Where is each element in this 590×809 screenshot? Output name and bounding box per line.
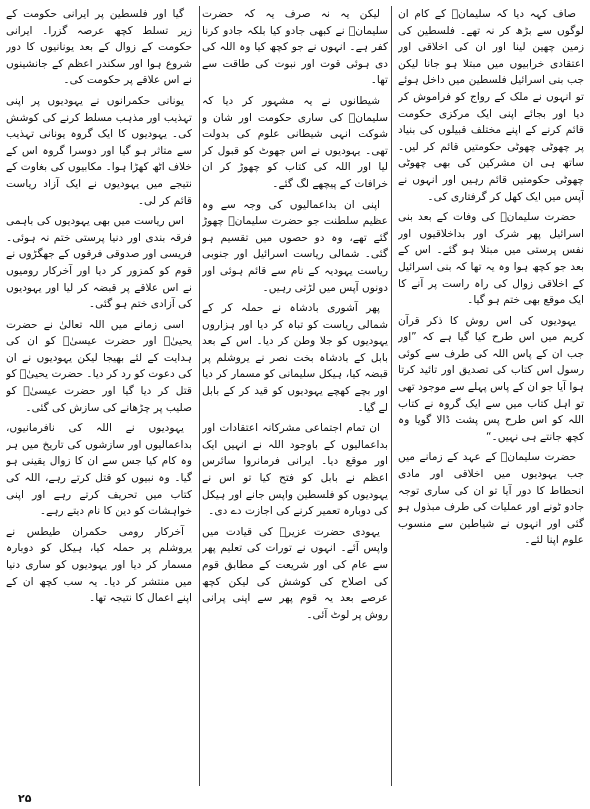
paragraph: یہودی حضرت عزیرؑ کی قیادت میں واپس آئے۔ انہوں نے تورات کی تعلیم پھر سے عام کی اور شریعت کے مطابق قوم کی اصلاح کی کوشش کی لیکن کچھ عرصے بعد یہ قوم پھر سے اپنی پرانی روش پر لوٹ آئی۔ (202, 525, 388, 621)
paragraph: اس ریاست میں بھی یہودیوں کی باہمی فرقہ بندی اور دنیا پرستی ختم نہ ہوئی۔ فریسی اور صدوقی فرقوں کے جھگڑوں نے قوم کو کمزور کر دیا اور آخرکار رومیوں نے اس علاقے پر قبضہ کر لیا اور یہودیوں کی آزادی ختم ہو گئی۔ (6, 215, 192, 311)
paragraph: حضرت سلیمانؑ کی وفات کے بعد بنی اسرائیل پھر شرک اور بداخلاقیوں اور نفس پرستی میں مبتلا ہو گئے۔ اس کے بعد جو کچھ ہوا وہ یہ تھا کہ بنی اسرائیل کے اخلاقی زوال کی راہ راست پر آنے کا ایک موقع بھی ختم ہو گیا۔ (398, 211, 584, 307)
paragraph: یہودیوں نے اللہ کی نافرمانیوں، بداعمالیوں اور سازشوں کی تاریخ میں ہر وہ کام کیا جس سے ان کا زوال یقینی ہو گیا۔ وہ نبیوں کو قتل کرتے رہے، اللہ کی کتاب میں تحریف کرتے رہے اور اپنی خواہشات کو دین کا نام دیتے رہے۔ (6, 422, 192, 518)
column-left (6, 6, 192, 786)
paragraph: یونانی حکمرانوں نے یہودیوں پر اپنی تہذیب اور مذہب مسلط کرنے کی کوشش کی۔ یہودیوں کا ایک گروہ یونانی تہذیب سے متاثر ہو گیا اور دوسرا گروہ اس کے خلاف اٹھ کھڑا ہوا۔ مکابیوں کی بغاوت کے نتیجے میں یہودیوں نے ایک آزاد ریاست قائم کر لی۔ (6, 94, 192, 207)
paragraph: اپنی ان بداعمالیوں کی وجہ سے وہ عظیم سلطنت جو حضرت سلیمانؑ چھوڑ گئے تھے، وہ دو حصوں میں تقسیم ہو گئی۔ شمالی ریاست اسرائیل اور جنوبی ریاست یہودیہ کے نام سے قائم ہوئی اور دونوں آپس میں لڑتی رہیں۔ (202, 198, 388, 294)
page-number: ۲۵ (18, 792, 32, 805)
paragraph: اسی زمانے میں اللہ تعالیٰ نے حضرت یحییٰؑ اور حضرت عیسیٰؑ کو ان کی ہدایت کے لئے بھیجا لیکن یہودیوں نے ان کی دعوت کو رد کر دیا۔ حضرت یحییٰؑ کو قتل کر دیا گیا اور حضرت عیسیٰؑ کو صلیب پر چڑھانے کی سازش کی گئی۔ (6, 318, 192, 414)
column-middle (202, 6, 388, 786)
text-columns (6, 6, 584, 786)
paragraph: گیا اور فلسطین پر ایرانی حکومت کے زیر تسلط کچھ عرصہ گزرا۔ ایرانی حکومت کے زوال کے بعد یونانیوں کا دور شروع ہوا اور سکندر اعظم کے جانشینوں نے اس علاقے پر حکومت کی۔ (6, 8, 192, 87)
paragraph: صاف کہہ دیا کہ سلیمانؑ کے کام ان لوگوں سے بڑھ کر نہ تھے۔ فلسطین کی زمین چھین لینا اور ان کی اخلاقی اور اعتقادی خرابیوں میں مبتلا ہو جانا لیکن جب بنی اسرائیل فلسطین میں داخل ہوئے تو انہوں نے ملک کے رواج کو فراموش کر دیا اور بجائے اپنی ایک مرکزی حکومت قائم کرنے کے اپنے مختلف قبیلوں کی بنیاد پر چھوٹی چھوٹی حکومتیں قائم کر لیں۔ ساتھ ہی ان مشرکین کی بھی چھوٹی چھوٹی حکومتیں قائم رہیں اور انہوں نے آپس میں ایک کھل کر گرفتاری کی۔ (398, 8, 584, 203)
paragraph: شیطانوں نے یہ مشہور کر دیا کہ سلیمانؑ کی ساری حکومت اور شان و شوکت انہی شیطانی علوم کی بدولت تھی۔ یہودیوں نے اس جھوٹ کو قبول کر لیا اور اللہ کی کتاب کو چھوڑ کر ان خرافات کے پیچھے لگ گئے۔ (202, 94, 388, 190)
paragraph: ان تمام اجتماعی مشرکانہ اعتقادات اور بداعمالیوں کے باوجود اللہ نے انہیں ایک اور موقع دیا۔ ایرانی فرمانروا سائرس اعظم نے بابل کو فتح کیا تو اس نے یہودیوں کو فلسطین واپس جانے اور ہیکل کی دوبارہ تعمیر کرنے کی اجازت دے دی۔ (202, 422, 388, 518)
column-right (398, 6, 584, 786)
column-divider (199, 6, 200, 786)
column-divider (391, 6, 392, 786)
paragraph: لیکن یہ نہ صرف یہ کہ حضرت سلیمانؑ نے کبھی جادو کیا بلکہ جادو کرنا کفر ہے۔ انہوں نے جو کچھ کیا وہ اللہ کی دی ہوئی قوت اور نبوت کی طاقت سے تھا۔ (202, 8, 388, 87)
paragraph: یہودیوں کی اس روش کا ذکر قرآن کریم میں اس طرح کیا گیا ہے کہ ”اور جب ان کے پاس اللہ کی طرف سے کوئی رسول اس کتاب کی تصدیق اور تائید کرتا ہوا آیا جو ان کے پاس پہلے سے موجود تھی تو اہل کتاب میں سے ایک گروہ نے کتاب اللہ کو اس طرح پس پشت ڈالا گویا وہ کچھ جانتے ہی نہیں۔“ (398, 314, 584, 443)
paragraph: آخرکار رومی حکمران طیطس نے یروشلم پر حملہ کیا، ہیکل کو دوبارہ مسمار کر دیا اور یہودیوں کو ساری دنیا میں منتشر کر دیا۔ یہ سب کچھ ان کے اپنے اعمال کا نتیجہ تھا۔ (6, 525, 192, 605)
paragraph: پھر آشوری بادشاہ نے حملہ کر کے شمالی ریاست کو تباہ کر دیا اور ہزاروں یہودیوں کو جلا وطن کر دیا۔ اس کے بعد بابل کے بادشاہ بخت نصر نے یروشلم پر قبضہ کیا، ہیکل سلیمانی کو مسمار کر دیا اور بچے کھچے یہودیوں کو قید کر کے بابل لے گیا۔ (202, 302, 388, 414)
paragraph: حضرت سلیمانؑ کے عہد کے زمانے میں جب یہودیوں میں اخلاقی اور مادی انحطاط کا دور آیا تو ان کی ساری توجہ جادو ٹونے اور عملیات کی طرف مبذول ہو گئی اور انہوں نے شیاطین سے منسوب علوم اپنا لئے۔ (398, 451, 584, 547)
